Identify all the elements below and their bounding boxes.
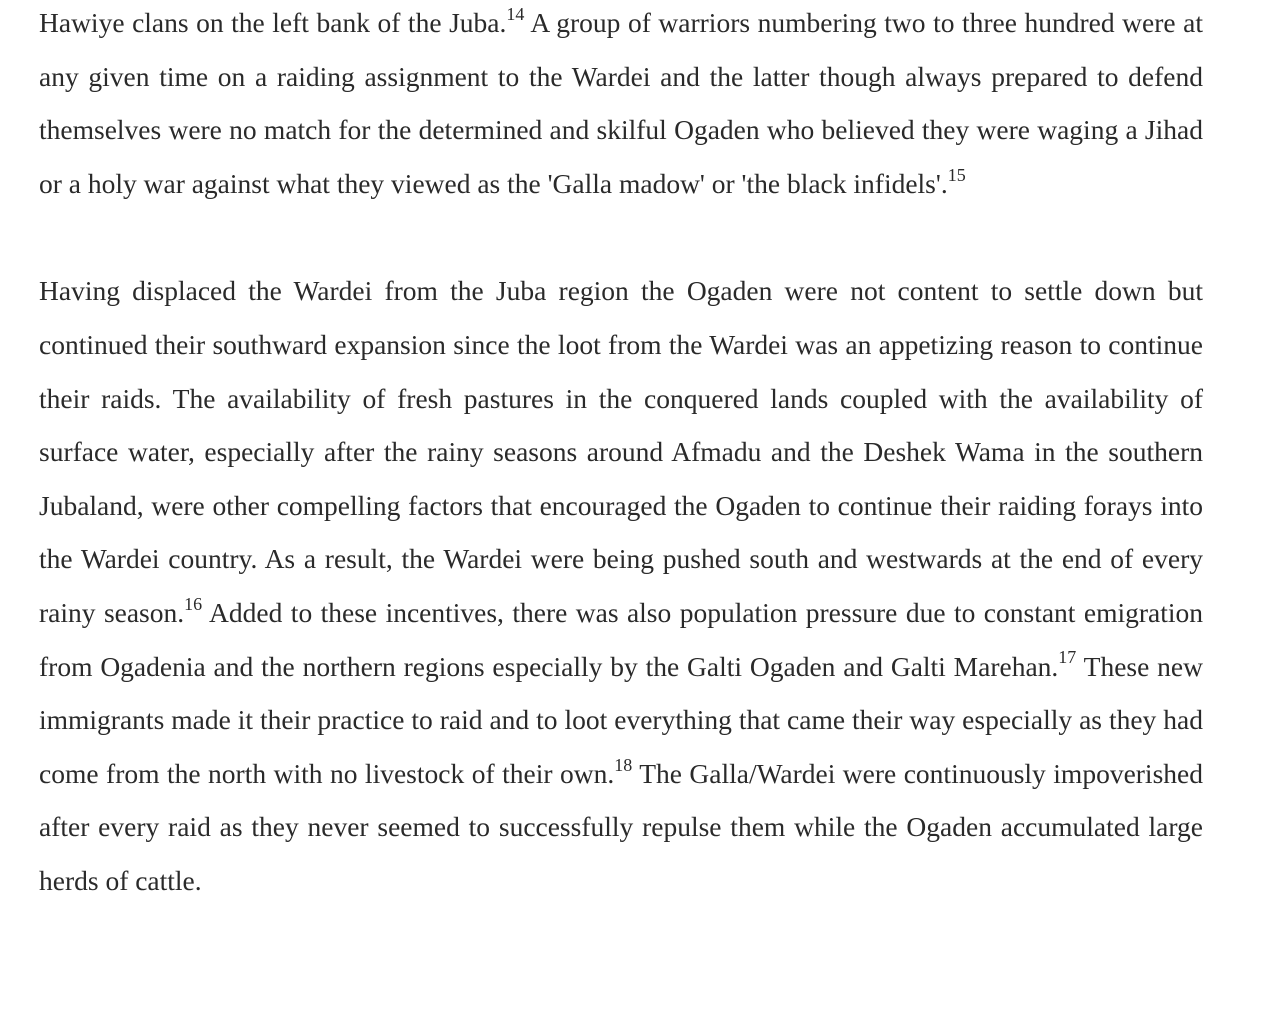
paragraph-text: The Galla/Wardei were continuously impoverished after every raid as they never seemed to successfully repulse them while the Ogaden accumulated large herds of cattle. (39, 757, 1203, 896)
paragraph-text: Added to these incentives, there was also population pressure due to constant emigration from Ogadenia and the northern regions especially by the Galti Ogaden and Galti Marehan. (39, 596, 1203, 682)
paragraph (39, 264, 1203, 907)
paragraph-text: A group of warriors numbering two to three hundred were at any given time on a raiding assignment to the Wardei and the latter though always prepared to defend themselves were no match for the determined and skilful Ogaden who believed they were waging a Jihad or a holy war against what they viewed as the 'Galla madow' or 'the black infidels'. (39, 7, 1203, 199)
paragraph-text: Hawiye clans on the left bank of the Juba. (39, 7, 507, 38)
footnote-marker: 15 (947, 164, 966, 185)
document-page (39, 0, 1203, 908)
paragraph-text: These new immigrants made it their practice to raid and to loot everything that came their way especially as they had come from the north with no livestock of their own. (39, 650, 1204, 789)
footnote-marker: 17 (1058, 647, 1077, 668)
paragraph (39, 0, 1203, 210)
footnote-marker: 14 (506, 3, 525, 24)
footnote-marker: 16 (184, 593, 203, 614)
footnote-marker: 18 (614, 754, 633, 775)
paragraph-text: Having displaced the Wardei from the Juba region the Ogaden were not content to settle down but continued their southward expansion since the loot from the Wardei was an appetizing reason to continue their raids. The availability of fresh pastures in the conquered lands coupled with the availability of surface water, especially after the rainy seasons around Afmadu and the Deshek Wama in the southern Jubaland, were other compelling factors that encouraged the Ogaden to continue their raiding forays into the Wardei country. As a result, the Wardei were being pushed south and westwards at the end of every rainy season. (39, 275, 1203, 628)
